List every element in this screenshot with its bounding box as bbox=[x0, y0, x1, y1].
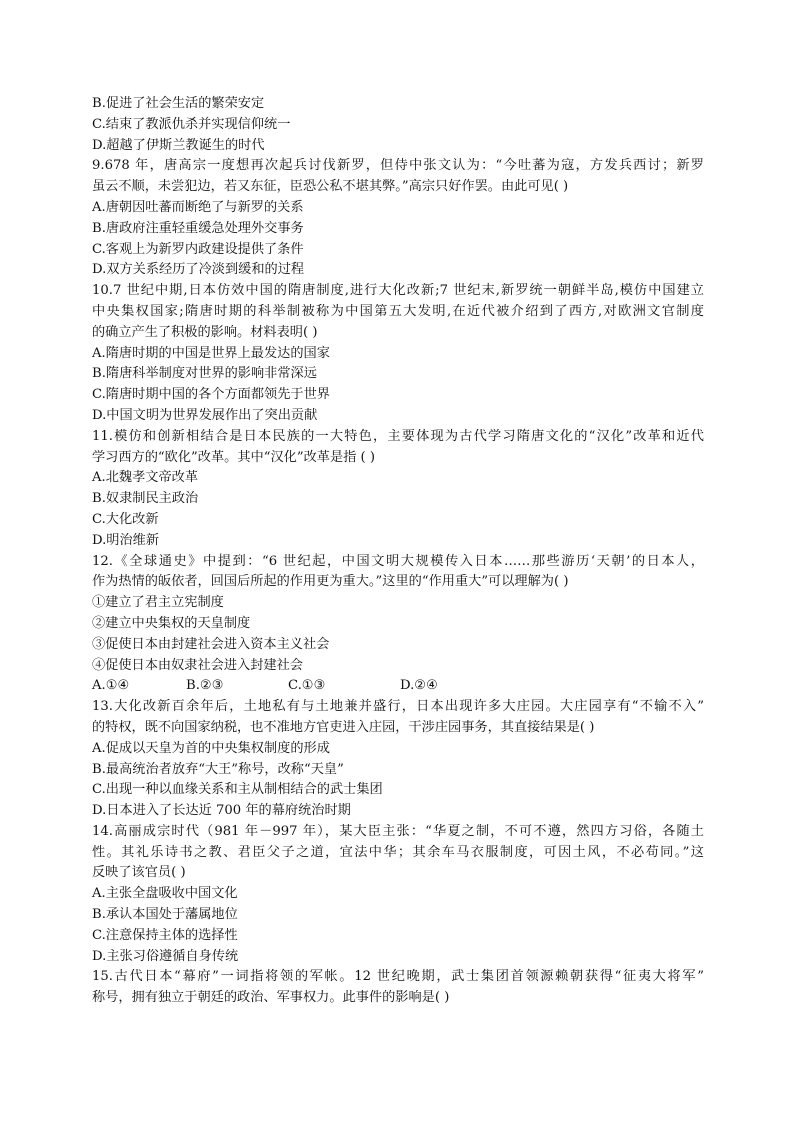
options-row bbox=[92, 676, 704, 697]
exam-page bbox=[92, 94, 704, 1009]
option-a: A.北魏孝文帝改革 bbox=[92, 470, 199, 486]
option-a: A.主张全盘吸收中国文化 bbox=[92, 886, 238, 902]
question-stem-line: 性。其礼乐诗书之教、君臣父子之道，宜法中华；其余车马衣服制度，可因土风，不必苟同。”这 bbox=[92, 844, 704, 860]
question-stem-line: 作为热情的皈依者，回国后所起的作用更为重大。”这里的“作用重大”可以理解为( ) bbox=[92, 574, 569, 590]
statement-item: ③促使日本由封建社会进入资本主义社会 bbox=[92, 636, 330, 652]
option-b: B.承认本国处于藩属地位 bbox=[92, 907, 238, 923]
option-b: B.奴隶制民主政治 bbox=[92, 491, 199, 507]
option-b: B.唐政府注重轻重缓急处理外交事务 bbox=[92, 220, 304, 236]
option-c: C.大化改新 bbox=[92, 511, 159, 527]
option-a: A.①④ bbox=[92, 678, 130, 694]
option-b: B.②③ bbox=[186, 678, 224, 694]
option-c: C.注意保持主体的选择性 bbox=[92, 927, 238, 943]
option-d: D.超越了伊斯兰教诞生的时代 bbox=[92, 137, 265, 153]
option-d: D.明治维新 bbox=[92, 532, 160, 548]
option-d: D.主张习俗遵循自身传统 bbox=[92, 948, 239, 964]
option-c: C.结束了教派仇杀并实现信仰统一 bbox=[92, 116, 291, 132]
question-15 bbox=[92, 967, 704, 1009]
question-10 bbox=[92, 281, 704, 427]
question-12 bbox=[92, 552, 704, 698]
statement-item: ②建立中央集权的天皇制度 bbox=[92, 615, 251, 631]
question-stem-line: 反映了该官员( ) bbox=[92, 865, 186, 881]
option-d: D.②④ bbox=[400, 678, 438, 694]
question-stem-line: 虽云不顺，未尝犯边，若又东征，臣恐公私不堪其弊。”高宗只好作罢。由此可见( ) bbox=[92, 179, 569, 195]
question-14 bbox=[92, 822, 704, 968]
option-b: B.隋唐科举制度对世界的影响非常深远 bbox=[92, 366, 317, 382]
option-c: C.出现一种以血缘关系和主从制相结合的武士集团 bbox=[92, 782, 383, 798]
statement-item: ④促使日本由奴隶社会进入封建社会 bbox=[92, 657, 303, 673]
question-stem-line: 11.模仿和创新相结合是日本民族的一大特色，主要体现为古代学习隋唐文化的“汉化”改革和近代 bbox=[92, 428, 704, 444]
question-stem-line: 称号，拥有独立于朝廷的政治、军事权力。此事件的影响是( ) bbox=[92, 990, 450, 1006]
option-b: B.最高统治者放弃“大王”称号，改称“天皇” bbox=[92, 761, 344, 777]
question-stem-line: 14.高丽成宗时代（981 年－997 年），某大臣主张：“华夏之制，不可不遵，然四方习俗，各随土 bbox=[92, 823, 704, 839]
question-stem-line: 10.7 世纪中期,日本仿效中国的隋唐制度,进行大化改新;7 世纪末,新罗统一朝鲜半岛,模仿中国建立 bbox=[92, 283, 704, 299]
option-a: A.唐朝因吐蕃而断绝了与新罗的关系 bbox=[92, 199, 304, 215]
question-stem-line: 13.大化改新百余年后，土地私有与土地兼并盛行，日本出现许多大庄园。大庄园享有“不输不入” bbox=[92, 699, 704, 715]
option-b: B.促进了社会生活的繁荣安定 bbox=[92, 96, 265, 111]
option-d: D.中国文明为世界发展作出了突出贡献 bbox=[92, 407, 318, 423]
question-13 bbox=[92, 697, 704, 822]
statement-item: ①建立了君主立宪制度 bbox=[92, 595, 224, 611]
question-stem-line: 12.《全球通史》中提到：“6 世纪起，中国文明大规模传入日本……那些游历‘天朝’的日本人， bbox=[92, 553, 704, 569]
option-d: D.日本进入了长达近 700 年的幕府统治时期 bbox=[92, 803, 351, 819]
question-8-options bbox=[92, 94, 704, 156]
question-9 bbox=[92, 156, 704, 281]
option-c: C.客观上为新罗内政建设提供了条件 bbox=[92, 241, 304, 257]
option-c: C.①③ bbox=[288, 678, 326, 694]
question-11 bbox=[92, 427, 704, 552]
option-a: A.隋唐时期的中国是世界上最发达的国家 bbox=[92, 345, 330, 361]
question-stem-line: 的特权，既不向国家纳税，也不准地方官吏进入庄园，干涉庄园事务，其直接结果是( ) bbox=[92, 719, 595, 735]
question-stem-line: 中央集权国家;隋唐时期的科举制被称为中国第五大发明,在近代被介绍到了西方,对欧洲文官制度 bbox=[92, 303, 704, 319]
option-d: D.双方关系经历了冷淡到缓和的过程 bbox=[92, 262, 305, 278]
question-stem-line: 15.古代日本“幕府”一词指将领的军帐。12 世纪晚期，武士集团首领源赖朝获得“征夷大将军” bbox=[92, 969, 704, 985]
question-stem-line: 学习西方的“欧化”改革。其中“汉化”改革是指 ( ) bbox=[92, 449, 376, 465]
option-a: A.促成以天皇为首的中央集权制度的形成 bbox=[92, 740, 330, 756]
option-c: C.隋唐时期中国的各个方面都领先于世界 bbox=[92, 387, 330, 403]
question-stem-line: 9.678 年，唐高宗一度想再次起兵讨伐新罗，但侍中张文认为：“今吐蕃为寇，方发兵西讨；新罗 bbox=[92, 158, 704, 174]
question-stem-line: 的确立产生了积极的影响。材料表明( ) bbox=[92, 324, 318, 340]
